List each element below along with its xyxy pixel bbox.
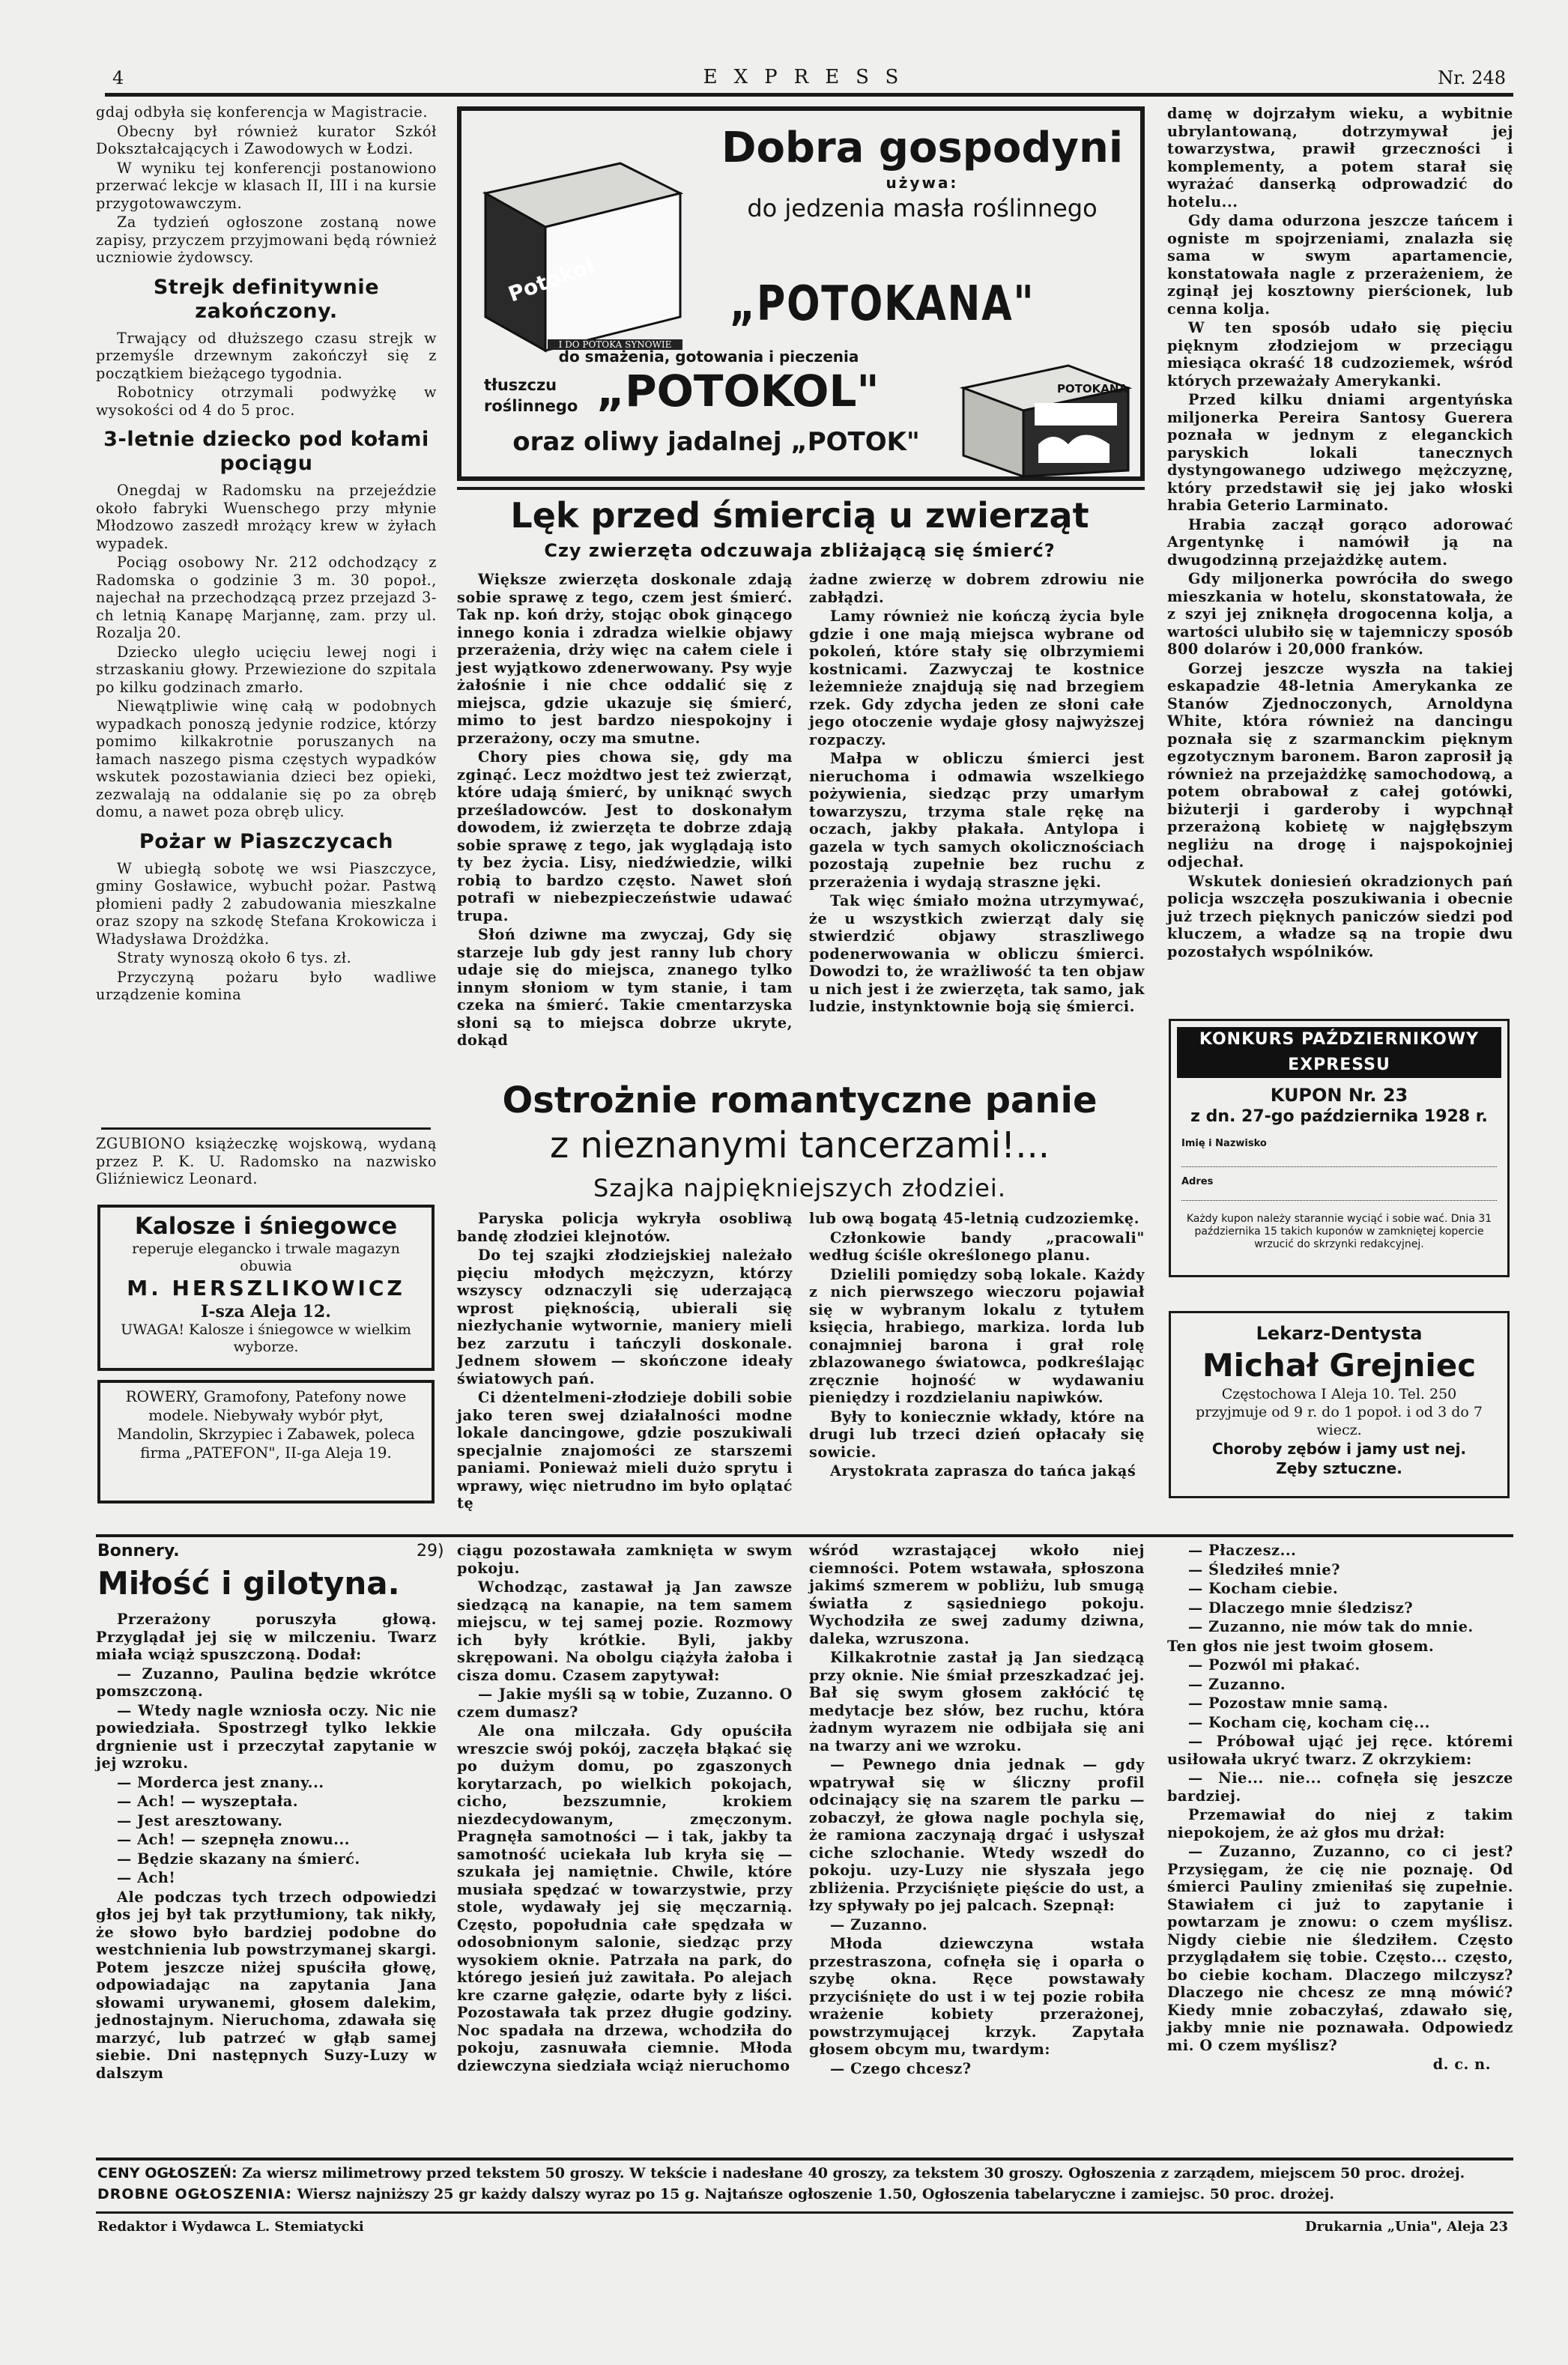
serial-paragraph: Kilkakrotnie zastał ją Jan siedzącą przy oknie. Nie śmiał przeszkadzać jej. Bał się swym głosem zakłócić tę medytacje bez słów, bez ruchu, która żadnym wyrazem nie odbijała się ani na twarzy ani we wzroku. bbox=[809, 1649, 1145, 1754]
printer-line: Drukarnia „Unia", Aleja 23 bbox=[1305, 2219, 1508, 2235]
romance-right-column bbox=[809, 1210, 1145, 1482]
article-paragraph: Obecny był również kurator Szkół Dokształcających i Zawodowych w Łodzi. bbox=[96, 122, 437, 157]
ad-tluszczu: tłuszczu roślinnego bbox=[484, 376, 578, 415]
article-paragraph: damę w dojrzałym wieku, a wybitnie ubrylantowaną, dotrzymywał jej towarzystwa, prawił grzeczności i komplementy, a potem starał się wyrażać danserką odprowadzić do hotelu... bbox=[1167, 105, 1513, 211]
serial-paragraph: ciągu pozostawała zamknięta w swym pokoju. bbox=[457, 1542, 793, 1577]
article-paragraph: Onegdaj w Radomsku na przejeździe około fabryki Wuenschego przy młynie Młodzowo zaszedł mrożący krew w żyłach wypadek. bbox=[96, 482, 437, 552]
article-paragraph: Ci dżentelmeni-złodzieje dobili sobie jako teren swej działalności modne lokale dancingowe, gdzie poszukiwali specjalnie znajomości ze starszemi paniami. Ponieważ mieli dużo sprytu i wprawy, więc nietrudno im było oplątać tę bbox=[457, 1389, 793, 1512]
serial-paragraph: — Będzie skazany na śmierć. bbox=[117, 1850, 360, 1868]
kalosze-line: reperuje elegancko i trwale magazyn obuwia bbox=[132, 1241, 400, 1274]
article-paragraph: gdaj odbyła się konferencja w Magistracie. bbox=[96, 103, 429, 121]
article-paragraph: Pociąg osobowy Nr. 212 odchodzący z Radomska o godzinie 3 m. 30 popoł., najechał na przechodzącą przez przejazd 3-ch letnią Kanapę Marjannę, zam. przy ul. Rozalja 20. bbox=[96, 554, 437, 641]
fear-left-column bbox=[457, 571, 793, 1051]
article-paragraph: Dzielili pomiędzy sobą lokale. Każdy z nich pierwszego wieczoru pojawiał się w wybranym lokalu z tytułem księcia, hrabiego, markiza. lorda lub conajmniej barona i grał rolę zblazowanego światowca, podkreślając zręcznie hojność w wydawaniu pieniędzy i rozdzielaniu napiwków. bbox=[809, 1265, 1145, 1406]
article-paragraph: Były to koniecznie wkłady, które na drugi lub trzeci dzień opłacały się sowicie. bbox=[809, 1408, 1145, 1461]
romance-left-column bbox=[457, 1210, 793, 1514]
article-paragraph: Przed kilku dniami argentyńska miljonerka Pereira Santosy Guerera poznała w jednym z eleganckich paryskich lokali tanecznych dystyngowanego udziwego mężczyznę, który przedstawił się jej jako włoski hrabia Geterio Larminato. bbox=[1167, 391, 1513, 514]
serial-paragraph: — Śledziłeś mnie? bbox=[1188, 1560, 1341, 1578]
ad-line-2: do jedzenia masła roślinnego bbox=[747, 194, 1098, 222]
prices-line bbox=[97, 2163, 1510, 2183]
serial-paragraph: — Ach! — szepnęła znowu... bbox=[117, 1831, 351, 1848]
column-rule bbox=[101, 1127, 431, 1130]
serial-paragraph: — Nie... nie... cofnęła się jeszcze bardziej. bbox=[1167, 1769, 1513, 1805]
serial-paragraph: Ten głos nie jest twoim głosem. bbox=[1167, 1637, 1435, 1655]
tin-small-label: I DO POTOKA SYNOWIE bbox=[548, 339, 682, 350]
serial-paragraph: Przerażony poruszyła głową. Przyglądał jej się w milczeniu. Twarz miała wciąż spuszczoną. Dodał: bbox=[96, 1611, 437, 1663]
ad-line-4: oraz oliwy jadalnej „POTOK" bbox=[512, 427, 920, 457]
prices-text: Za wiersz milimetrowy przed tekstem 50 groszy. W tekście i nadesłane 40 groszy, za tekstem 30 groszy. Ogłoszenia z zarządem, miejscem 50 proc. drożej. bbox=[242, 2165, 1465, 2181]
header-rule bbox=[105, 93, 1513, 97]
serial-paragraph: — Ach! — wyszeptała. bbox=[117, 1793, 299, 1810]
headline-child: 3-letnie dziecko pod kołami pociągu bbox=[103, 428, 429, 475]
romance-headline-2: z nieznanymi tancerzami!... bbox=[550, 1124, 1050, 1166]
coupon-date: z dn. 27-go października 1928 r. bbox=[1190, 1107, 1488, 1126]
ad-headline: Dobra gospodyni bbox=[721, 124, 1124, 172]
serial-paragraph: — Zuzanno, Paulina będzie wkrótce pomszczoną. bbox=[96, 1665, 437, 1700]
serial-top-rule bbox=[96, 1534, 1513, 1537]
page-number: 4 bbox=[112, 67, 124, 88]
serial-paragraph: — Jest aresztowany. bbox=[117, 1811, 283, 1829]
serial-column-2 bbox=[457, 1542, 793, 2076]
small-ads-text: Wiersz najniższy 25 gr każdy dalszy wyraz po 15 g. Najtańsze ogłoszenie 1.50, Ogłoszenia tabelaryczne i zamiejsc. 50 proc. drożej. bbox=[297, 2186, 1334, 2202]
article-paragraph: Członkowie bandy „pracowali" według ściśle określonego planu. bbox=[809, 1229, 1145, 1264]
article-paragraph: Do tej szajki złodziejskiej należało pięciu młodych mężczyzn, którzy wszyscy odznaczyli się uderzającą wprost pięknością, ubierali się niezłychanie wytwornie, maniery mieli bez zarzutu i tańczyli doskonale. Jednem słowem — skończone ideały światowych pań. bbox=[457, 1247, 793, 1387]
footer-top-rule bbox=[96, 2157, 1513, 2160]
article-paragraph: Lamy również nie kończą życia byle gdzie i one mają miejsca wybrane od pokoleń, które stały się olbrzymiemi kostnicami. Zazwyczaj te kostnice leżemnieże znajdują się nad brzegiem rzek. Gdy zdycha jeden ze słoni całe jego otoczenie wydaje głosy najwyższej rozpaczy. bbox=[809, 608, 1145, 748]
serial-title: Miłość i gilotyna. bbox=[97, 1565, 400, 1602]
serial-paragraph: Ale podczas tych trzech odpowiedzi głos jej był tak przytłumiony, tak nikły, że słowo było bardziej podobne do westchnienia lub powstrzymanej skargi. Potem jeszcze niżej spuściła głowę, odpowiadając na zapytania Jana słowami urywanemi, głosem dalekim, jednostajnym. Nieruchoma, zdawała się marzyć, lub patrzeć w głąb samej siebie. Dni następnych Suzy-Luzy w dalszym bbox=[96, 1888, 437, 2082]
page-header bbox=[105, 64, 1513, 94]
ad-line-3: do smażenia, gotowania i pieczenia bbox=[558, 348, 859, 366]
article-paragraph: Gdy dama odurzona jeszcze tańcem i ogniste m spojrzeniami, znalazła się sama w swym apartamencie, konstatowała nagle z przerażeniem, że zginął jej kosztowny pierścionek, lub cenna kolja. bbox=[1167, 212, 1513, 318]
coupon bbox=[1169, 1019, 1510, 1277]
kalosze-name: M. HERSZLIKOWICZ bbox=[127, 1276, 405, 1300]
article-paragraph: W ten sposób udało się pięciu pięknym złodziejom w przeciągu miesiąca okraść 18 cudzoziemek, wśród których przeważały Amerykanki. bbox=[1167, 319, 1513, 390]
article-paragraph: Przyczyną pożaru było wadliwe urządzenie komina bbox=[96, 968, 437, 1003]
to-be-continued: d. c. n. bbox=[1432, 2056, 1491, 2073]
newspaper-title: EXPRESS bbox=[703, 66, 915, 88]
serial-paragraph: — Dlaczego mnie śledzisz? bbox=[1188, 1599, 1414, 1617]
serial-part: 29) bbox=[417, 1542, 444, 1560]
tin-label: Potokol bbox=[505, 252, 598, 307]
serial-paragraph: — Zuzanno, Zuzanno, co ci jest? Przysięgam, że cię nie poznaję. Od śmierci Pauliny zmieniłaś się zupełnie. Stawiałem ci już to zapytanie i powtarzam je znowu: o czem myślisz. Nigdy ciebie nie śledziłem. Często przyglądałem się tobie. Często... często, bo ciebie kocham. Dlaczego milczysz? Dlaczego nie chcesz ze mną mówić? Kiedy mnie zobaczyłaś, zdawało się, jakby mnie nie poznawała. Odpowiedz mi. O czem myślisz? bbox=[1167, 1843, 1513, 2054]
dentist-name: Michał Grejniec bbox=[1202, 1347, 1477, 1384]
serial-paragraph: — Wtedy nagle wzniosła oczy. Nic nie powiedziała. Spostrzegł tylko lekkie drgnienie ust i przeczytał zapytanie w jej wzroku. bbox=[96, 1701, 437, 1772]
kalosze-title: Kalosze i śniegowce bbox=[134, 1213, 398, 1240]
column-4 bbox=[1167, 105, 1513, 962]
serial-paragraph: — Czego chcesz? bbox=[830, 2059, 972, 2077]
article-paragraph: Gdy miljonerka powróciła do swego mieszkania w hotelu, skonstatowała, że z szyi jej zniknęła drogocenna kolja, a wartości ulubiło się w tajemniczy sposób 800 dolarów i 20,000 franków. bbox=[1167, 570, 1513, 658]
lost-notice-text: ZGUBIONO książeczkę wojskową, wydaną przez P. K. U. Radomsko na nazwisko Gliźniewicz Leonard. bbox=[96, 1135, 437, 1187]
ad-uzywa: używa: bbox=[886, 174, 959, 192]
article-paragraph: Małpa w obliczu śmierci jest nieruchoma i odmawia wszelkiego pożywienia, siedząc przy umarłym towarzyszu, trzyma stale rękę na oczach, jakby płakała. Antylopa i gazela w tych samych okolicznościach pozostają zupełnie bez ruchu z przerażenia i wydają straszne jęki. bbox=[809, 750, 1145, 891]
article-paragraph: Gorzej jeszcze wyszła na takiej eskapadzie 48-letnia Amerykanka ze Stanów Zjednoczonych, Arnoldyna White, która również na dancingu poznała się z szarmanckim pięknym egzotycznym baronem. Baron zaprosił ją również na przejażdżkę samochodową, a potem obrabował z całej gotówki, biżuterji i garderoby i wypchnął przerażoną kobietę w najgłębszym negliżu na drogę i najspokojniej odjechał. bbox=[1167, 659, 1513, 870]
article-paragraph: Za tydzień ogłoszone zostaną nowe zapisy, przyczem przyjmowani będą również uczniowie żydowscy. bbox=[96, 214, 437, 266]
rowery-text: ROWERY, Gramofony, Patefony nowe modele. Niebywały wybór płyt, Mandolin, Skrzypiec i Zabawek, poleca firma „PATEFON", II-ga Aleja 19. bbox=[117, 1387, 415, 1462]
article-paragraph: W ubiegłą sobotę we wsi Piaszczyce, gminy Gosławice, wybuchł pożar. Pastwą płomieni padły 2 zabudowania mieszkalne oraz szopy na szkodę Stefana Krokowicza i Władysława Drożdżka. bbox=[96, 859, 437, 948]
coupon-name-label: Imię i Nazwisko bbox=[1181, 1138, 1267, 1149]
romance-headline-1: Ostrożnie romantyczne panie bbox=[502, 1079, 1098, 1121]
article-paragraph: W wyniku tej konferencji postanowiono przerwać lekcje w klasach II, III i na kursie przygotowawczym. bbox=[96, 159, 437, 212]
lost-notice bbox=[96, 1135, 437, 1190]
fear-subtitle: Czy zwierzęta odczuwaja zbliżającą się śmierć? bbox=[544, 540, 1056, 561]
article-paragraph: Większe zwierzęta doskonale zdają sobie sprawę z tego, czem jest śmierć. Tak np. koń drży, stojąc obok ginącego innego konia i zdradza wielkie objawy przerażenia, drży więc na całem ciele i jest wyjątkowo zdenerwowany. Psy wyje żałośnie i nie chce oddalić się z miejsca, gdzie ukazuje się śmierć, mimo to jest bardzo niespokojny i przerażony, oczy ma smutne. bbox=[457, 571, 793, 747]
article-paragraph: Dziecko uległo ucięciu lewej nogi i strzaskaniu głowy. Przewiezione do szpitala po kilku godzinach zmarło. bbox=[96, 643, 437, 696]
headline-strike: Strejk definitywnie zakończony. bbox=[153, 275, 380, 323]
fear-headline: Lęk przed śmiercią u zwierząt bbox=[510, 495, 1089, 536]
article-paragraph: Hrabia zaczął gorąco adorować Argentynkę i namówił ją na dwugodzinną przejażdżkę autem. bbox=[1167, 515, 1513, 569]
serial-paragraph: Ale ona milczała. Gdy opuściła wreszcie swój pokój, zaczęła błąkać się po dużym domu, po zgaszonych korytarzach, po wielkich pokojach, cicho, bezszumnie, krokiem niezdecydowanym, zmęczonym. Pragnęła samotności — i tak, jakby ta samotność uciekała lub kryła się — szukała jej namiętnie. Chwile, które musiała spędzać w towarzystwie, przy stole, wydawały jej się męczarnią. Często, popołudnia całe spędzała w odosobnionym salonie, siedząc przy wysokiem oknie. Patrzała na park, do którego jesień już zawitała. Po alejach kre czarne gałęzie, odarte były z liści. Pozostawała tak przez długie godziny. Noc spadała na drzewa, wchodziła do pokoju, zasnuwała ciemnie. Młoda dziewczyna siedziała wciąż nieruchomo bbox=[457, 1722, 793, 2074]
coupon-name-line[interactable] bbox=[1181, 1166, 1497, 1167]
serial-column-1 bbox=[96, 1611, 437, 2083]
coupon-number: KUPON Nr. 23 bbox=[1270, 1085, 1408, 1106]
serial-paragraph: — Pewnego dnia jednak — gdy wpatrywał się w śliczny profil odcinający się na szarem tle parku — zobaczył, że głowa nagle pochyla się, że ramiona zaczynają drgać i usłyszał ciche szlochanie. Wtedy wszedł do pokoju. uzy-Luzy nie słyszała jego zbliżenia. Przyciśnięte pięście do ust, a łzy spływały po jej palcach. Szepnął: bbox=[809, 1756, 1145, 1914]
romance-subtitle: Szajka najpiękniejszych złodziei. bbox=[593, 1174, 1006, 1202]
ad-bottom-rule bbox=[457, 487, 1145, 490]
potokol-ad bbox=[457, 106, 1145, 481]
dentist-ad bbox=[1169, 1311, 1510, 1498]
serial-paragraph: — Jakie myśli są w tobie, Zuzanno. O czem dumasz? bbox=[457, 1686, 793, 1721]
serial-paragraph: — Pozwól mi płakać. bbox=[1188, 1656, 1360, 1674]
dentist-address: Częstochowa I Aleja 10. Tel. 250 bbox=[1221, 1386, 1457, 1402]
potokana-box-icon bbox=[956, 358, 1136, 478]
serial-paragraph: wśród wzrastającej wkoło niej ciemności. Potem wstawała, spłoszona jakimś szmerem w pobliżu, lub smugą światła z sąsiedniego pokoju. Wychodziła ze swej zadumy dziwna, daleka, wzruszona. bbox=[809, 1542, 1145, 1647]
coupon-note: Każdy kupon należy starannie wyciąć i sobie wać. Dnia 31 października 15 takich kuponów w zamkniętej kopercie wrzucić do skrzynki redakcyjnej. bbox=[1186, 1213, 1492, 1250]
coupon-address-label: Adres bbox=[1181, 1176, 1214, 1187]
serial-paragraph: Wchodząc, zastawał ją Jan zawsze siedzącą na kanapie, na tem samem miejscu, w tej samej pozie. Rozmowy ich były krótkie. Byli, jakby skrępowani. Na obolgu ciążyła żałoba i cisza domu. Czasem zapytywał: bbox=[457, 1578, 793, 1684]
kalosze-address: I-sza Aleja 12. bbox=[201, 1302, 331, 1321]
article-paragraph: Słoń dziwne ma zwyczaj, Gdy się starzeje lub gdy jest ranny lub chory udaje się do miejsca, znanego tylko innym słoniom w tym stanie, i tam czeka na śmierć. Takie cmentarzyska słoni są to miejsca dobrze ukryte, dokąd bbox=[457, 926, 793, 1049]
article-paragraph: Trwający od dłuższego czasu strejk w przemyśle drzewnym zakończył się z początkiem bieżącego tygodnia. bbox=[96, 329, 437, 382]
dentist-services: Choroby zębów i jamy ust nej. Zęby sztuczne. bbox=[1211, 1440, 1467, 1477]
serial-paragraph: — Pozostaw mnie samą. bbox=[1188, 1695, 1389, 1712]
coupon-address-line[interactable] bbox=[1181, 1200, 1497, 1201]
serial-paragraph: — Ach! bbox=[117, 1869, 176, 1886]
serial-paragraph: — Zuzanno. bbox=[830, 1916, 928, 1934]
article-paragraph: Tak więc śmiało można utrzymywać, że u wszystkich zwierząt daly się stwierdzić objawy straszliwego podenerwowania w obliczu śmierci. Dowodzi to, że wrażliwość ta ten objaw u nich jest i że zwierzęta, tak samo, jak ludzie, instynktownie boją się śmierci. bbox=[809, 892, 1145, 1015]
serial-paragraph: — Kocham ciebie. bbox=[1188, 1580, 1339, 1597]
dentist-title: Lekarz-Dentysta bbox=[1256, 1323, 1423, 1344]
article-paragraph: Robotnicy otrzymali podwyżkę w wysokości od 4 do 5 proc. bbox=[96, 384, 437, 419]
editor-line: Redaktor i Wydawca L. Stemiatycki bbox=[97, 2219, 364, 2235]
ad-potokana: „POTOKANA" bbox=[729, 276, 1035, 332]
column-1 bbox=[96, 103, 437, 1005]
article-paragraph: Straty wynoszą około 6 tys. zł. bbox=[117, 949, 352, 966]
coupon-header: KONKURS PAŹDZIERNIKOWY EXPRESSU bbox=[1177, 1027, 1501, 1078]
article-paragraph: lub ową bogatą 45-letnią cudzoziemkę. bbox=[809, 1210, 1139, 1227]
serial-paragraph: — Zuzanno. bbox=[1188, 1675, 1286, 1693]
footer-bottom-rule bbox=[96, 2211, 1513, 2214]
ad-potokol: „POTOKOL" bbox=[596, 366, 880, 417]
article-paragraph: Niewątpliwie winę całą w podobnych wypadkach ponoszą jedynie rodzice, którzy pomimo kilkakrotnie poruszanych na łamach naszego pisma częstych wypadków wskutek pozostawiania dzieci bez opieki, zezwalają na oddalanie się po za obręb domu, a nawet poza obręb ulicy. bbox=[96, 697, 437, 820]
serial-paragraph: Przemawiał do niej z takim niepokojem, że aż głos mu drżał: bbox=[1167, 1806, 1513, 1841]
article-paragraph: Arystokrata zaprasza do tańca jakąś bbox=[830, 1462, 1136, 1480]
article-paragraph: żadne zwierzę w dobrem zdrowiu nie zabłądzi. bbox=[809, 571, 1145, 606]
small-ads-label: DROBNE OGŁOSZENIA: bbox=[97, 2186, 293, 2202]
rowery-ad bbox=[97, 1380, 435, 1504]
serial-author: Bonnery. bbox=[97, 1542, 180, 1560]
serial-column-4 bbox=[1167, 1542, 1513, 2075]
kalosze-ad bbox=[97, 1205, 435, 1371]
article-paragraph: Chory pies chowa się, gdy ma zginąć. Lecz możdtwo jest też zwierząt, które udają śmierć, by uniknąć swych prześladowców. Jest to doskonałym dowodem, iż zwierzęta te dobrze zdają sobie sprawę z tego, jak wyglądają isto ty bez życia. Lisy, niedźwiedzie, wilki robią to bardzo często. Nawet słoń potrafi w niebezpieczeństwie udawać trupa. bbox=[457, 748, 793, 924]
serial-paragraph: — Morderca jest znany... bbox=[117, 1773, 324, 1791]
serial-paragraph: — Kocham cię, kocham cię... bbox=[1188, 1713, 1431, 1731]
article-paragraph: Paryska policja wykryła osobliwą bandę złodziei klejnotów. bbox=[457, 1210, 793, 1245]
serial-column-3 bbox=[809, 1542, 1145, 2079]
potokana-box-label: POTOKANA bbox=[1056, 382, 1128, 396]
fear-right-column bbox=[809, 571, 1145, 1017]
small-ads-line bbox=[97, 2184, 1510, 2204]
dentist-hours: przyjmuje od 9 r. do 1 popoł. i od 3 do 7 wiecz. bbox=[1196, 1404, 1483, 1438]
issue-number: Nr. 248 bbox=[1438, 67, 1506, 88]
serial-paragraph: Młoda dziewczyna wstała przestraszona, cofnęła się i oparła o szybę okna. Ręce powstawały przyciśnięte do ust i w tej pozie robiła wrażenie kobiety przerażonej, powstrzymującej krzyk. Zapytała głosem obcym mu, twardym: bbox=[809, 1935, 1145, 2058]
kalosze-note: UWAGA! Kalosze i śniegowce w wielkim wyborze. bbox=[121, 1321, 411, 1355]
serial-paragraph: — Zuzanno, nie mów tak do mnie. bbox=[1188, 1618, 1474, 1635]
prices-label: CENY OGŁOSZEŃ: bbox=[97, 2165, 237, 2181]
potokol-tin-icon bbox=[470, 133, 695, 358]
article-paragraph: Wskutek doniesień okradzionych pań policja wszczęła poszukiwania i obecnie już trzech pięknych paniczów siedzi pod kluczem, a władze są na tropie dwu pozostałych wspólników. bbox=[1167, 872, 1513, 960]
headline-fire: Pożar w Piaszczycach bbox=[139, 829, 394, 853]
serial-paragraph: — Próbował ująć jej ręce. któremi usiłowała ukryć twarz. Z okrzykiem: bbox=[1167, 1733, 1513, 1768]
serial-paragraph: — Płaczesz... bbox=[1188, 1542, 1297, 1559]
